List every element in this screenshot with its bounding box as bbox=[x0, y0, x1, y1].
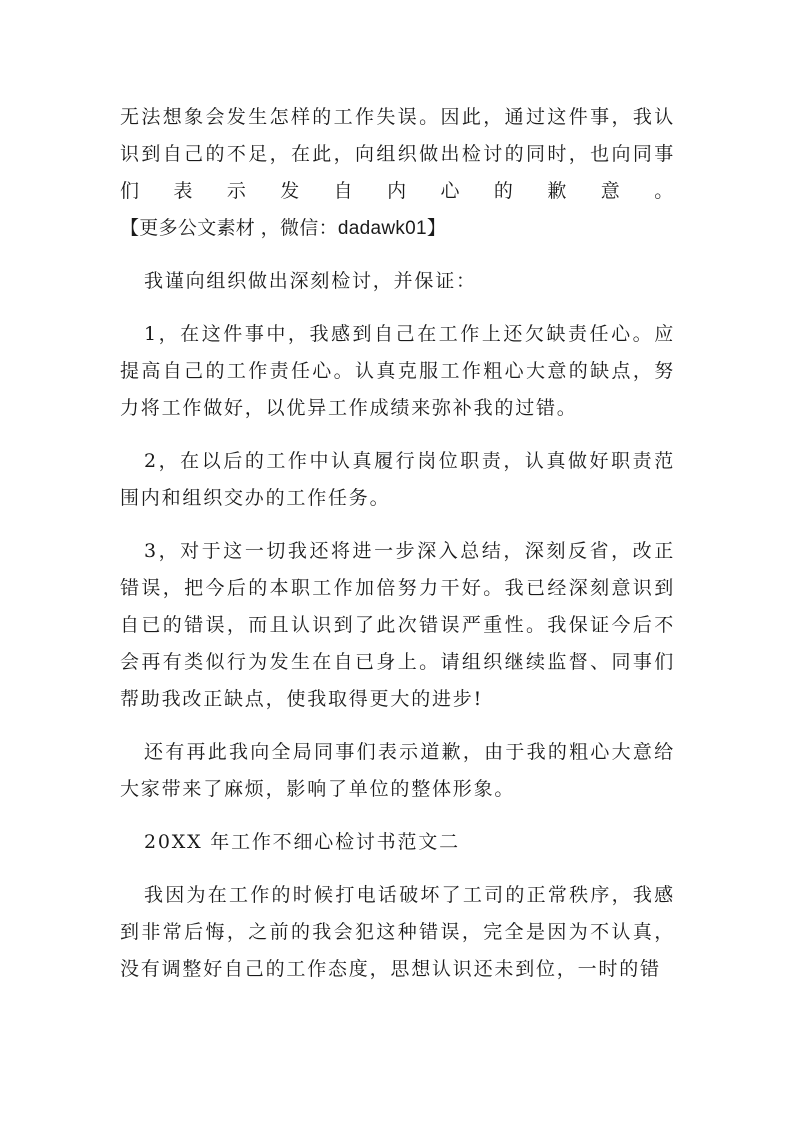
paragraph-intro-text: 无法想象会发生怎样的工作失误。因此，通过这件事，我认识到自己的不足，在此，向组织做出检讨的同时，也向同事们表示发自内心的歉意。 bbox=[120, 106, 675, 202]
paragraph-sample-two: 我因为在工作的时候打电话破坏了工司的正常秩序，我感到非常后悔，之前的我会犯这种错误，完全是因为不认真，没有调整好自己的工作态度，思想认识还未到位，一时的错 bbox=[120, 884, 675, 980]
paragraph-apology: 还有再此我向全局同事们表示道歉，由于我的粗心大意给大家带来了麻烦，影响了单位的整体形象。 bbox=[120, 741, 675, 800]
paragraph-intro bbox=[120, 99, 675, 247]
section-heading: 20XX 年工作不细心检讨书范文二 bbox=[144, 831, 460, 853]
promo-note: 【更多公文素材 ，微信：dadawk01】 bbox=[120, 218, 447, 239]
paragraph-pledge-2: 2，在以后的工作中认真履行岗位职责，认真做好职责范围内和组织交办的工作任务。 bbox=[120, 450, 675, 509]
paragraph-pledge-3: 3，对于这一切我还将进一步深入总结，深刻反省，改正错误，把今后的本职工作加倍努力干好。我已经深刻意识到自已的错误，而且认识到了此次错误严重性。我保证今后不会再有类似行为发生在自已身上。请组织继续监督、同事们帮助我改正缺点，使我取得更大的进步! bbox=[120, 540, 675, 710]
paragraph-pledge-1: 1，在这件事中，我感到自己在工作上还欠缺责任心。应提高自己的工作责任心。认真克服工作粗心大意的缺点，努力将工作做好，以优异工作成绩来弥补我的过错。 bbox=[120, 323, 675, 419]
document-body bbox=[120, 99, 675, 1004]
paragraph-pledge-intro: 我谨向组织做出深刻检讨，并保证： bbox=[144, 270, 477, 292]
